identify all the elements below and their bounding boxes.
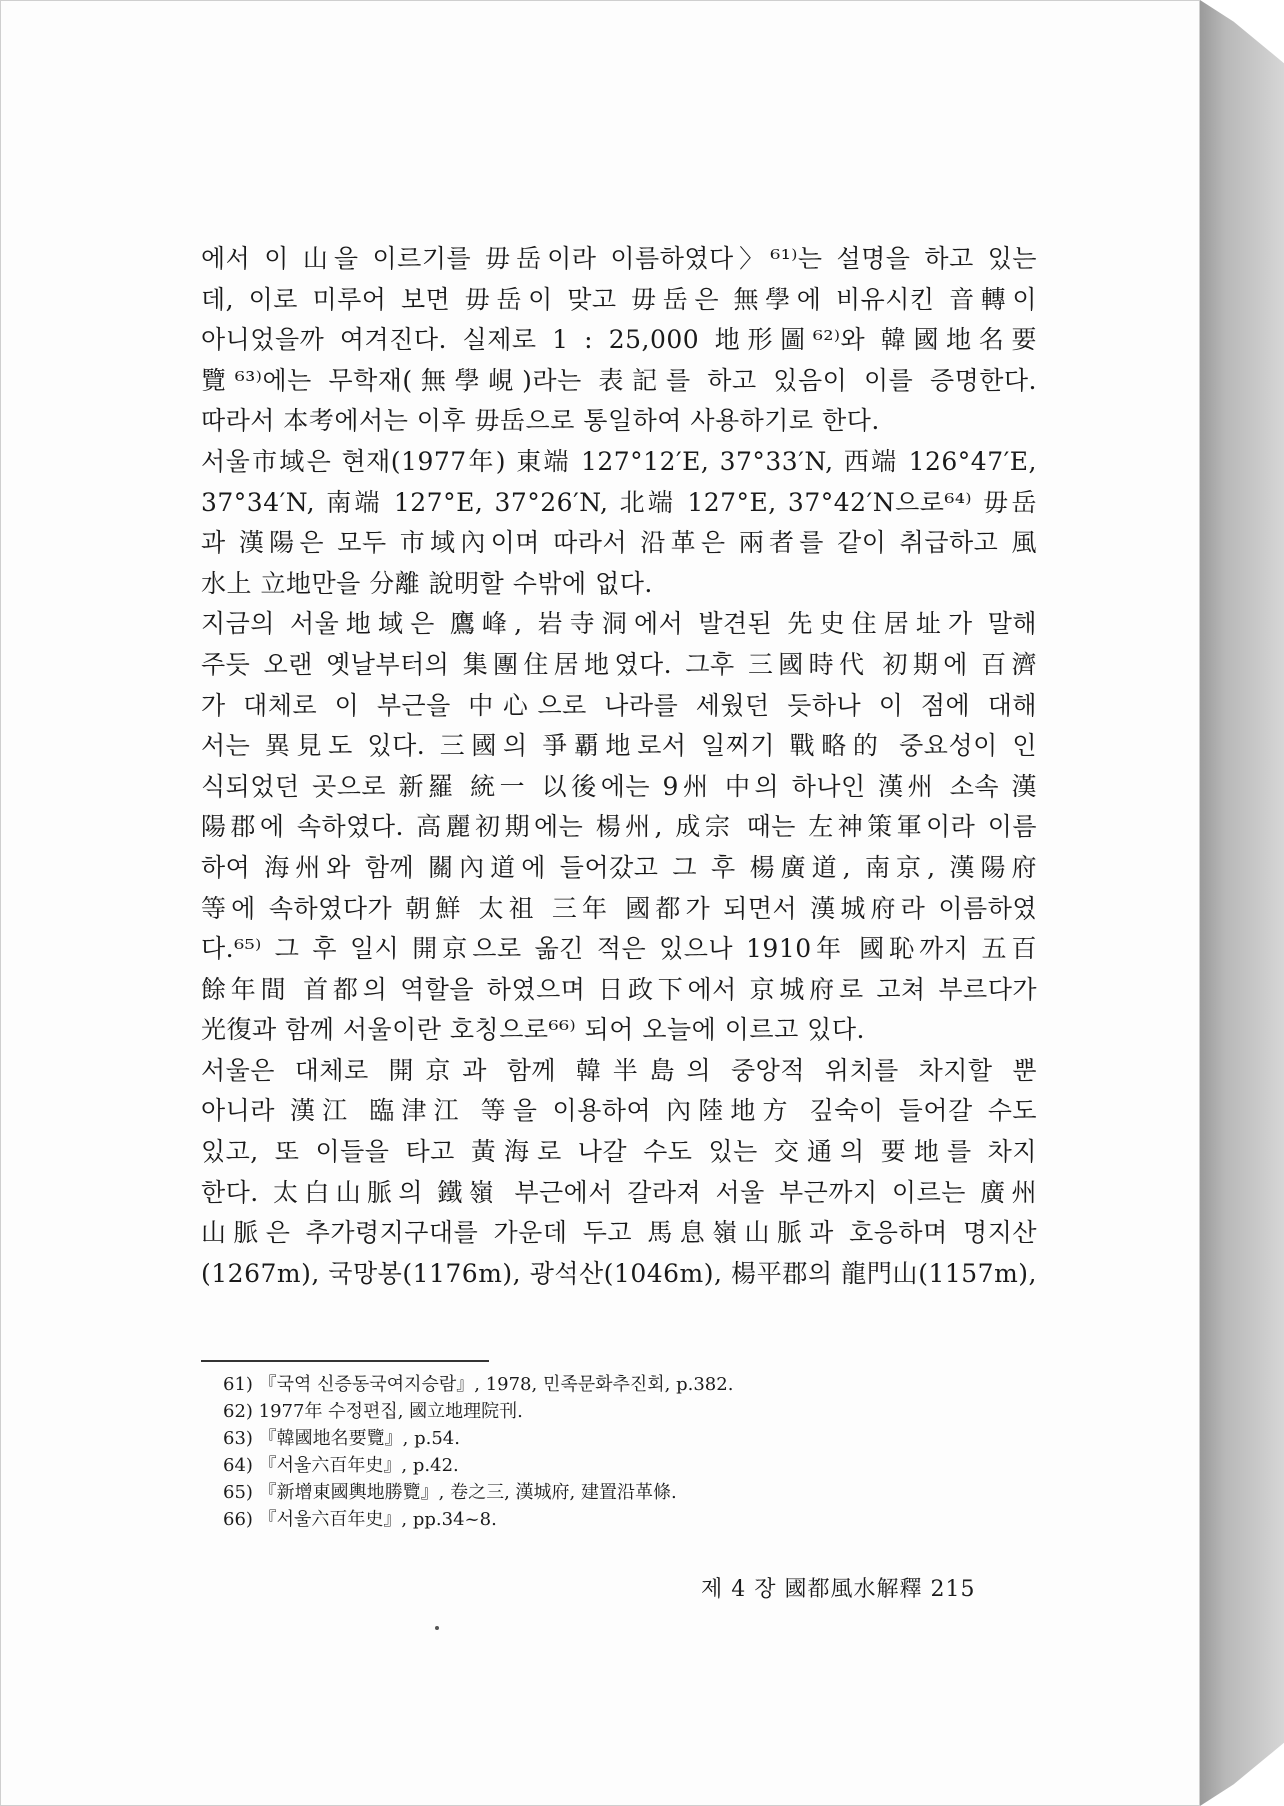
- body-line: 주듯 오랜 옛날부터의 集團住居地였다. 그후 三國時代 初期에 百濟: [201, 649, 1037, 679]
- body-line: 에서 이 山을 이르기를 毋岳이라 이름하였다〉⁶¹⁾는 설명을 하고 있는: [201, 244, 1037, 273]
- footnote-65: 65) 『新增東國輿地勝覽』, 卷之三, 漢城府, 建置沿革條.: [223, 1482, 677, 1503]
- footnote-63: 63) 『韓國地名要覽』, p.54.: [223, 1428, 460, 1449]
- body-line: 식되었던 곳으로 新羅 統一 以後에는 9州 中의 하나인 漢州 소속 漢: [201, 771, 1037, 801]
- body-line: 아니었을까 여겨진다. 실제로 1 : 25,000 地形圖⁶²⁾와 韓國地名要: [201, 325, 1037, 355]
- print-speck: [435, 1626, 439, 1630]
- footnote-62: 62) 1977年 수정편집, 國立地理院刊.: [223, 1401, 523, 1422]
- body-line: 지금의 서울地域은 鷹峰, 岩寺洞에서 발견된 先史住居址가 말해: [201, 609, 1037, 639]
- body-line: 과 漢陽은 모두 市域內이며 따라서 沿革은 兩者를 같이 취급하고 風: [201, 528, 1037, 558]
- body-line: 水上 立地만을 分離 說明할 수밖에 없다.: [201, 568, 653, 598]
- body-line: 가 대체로 이 부근을 中心으로 나라를 세웠던 듯하나 이 점에 대해: [201, 690, 1037, 720]
- body-line: 아니라 漢江 臨津江 等을 이용하여 內陸地方 깊숙이 들어갈 수도: [201, 1096, 1037, 1126]
- body-line: 山脈은 추가령지구대를 가운데 두고 馬息嶺山脈과 호응하며 명지산: [201, 1218, 1037, 1248]
- body-line: 하여 海州와 함께 關內道에 들어갔고 그 후 楊廣道, 南京, 漢陽府: [201, 852, 1037, 882]
- body-line: 等에 속하였다가 朝鮮 太祖 三年 國都가 되면서 漢城府라 이름하였: [201, 893, 1037, 923]
- footnote-66: 66) 『서울六百年史』, pp.34~8.: [223, 1509, 497, 1530]
- body-line: (1267m), 국망봉(1176m), 광석산(1046m), 楊平郡의 龍門山(1157m),: [201, 1258, 1037, 1288]
- body-line: 따라서 本考에서는 이후 毋岳으로 통일하여 사용하기로 한다.: [201, 406, 880, 436]
- running-footer: 제 4 장 國都風水解釋 215: [701, 1577, 976, 1602]
- body-line: 覽⁶³⁾에는 무학재(無學峴)라는 表記를 하고 있음이 이를 증명한다.: [201, 365, 1037, 395]
- footnote-61: 61) 『국역 신증동국여지승람』, 1978, 민족문화추진회, p.382.: [223, 1374, 734, 1395]
- footnote-64: 64) 『서울六百年史』, p.42.: [223, 1455, 459, 1476]
- body-line: 있고, 또 이들을 타고 黃海로 나갈 수도 있는 交通의 要地를 차지: [201, 1137, 1037, 1167]
- body-line: 데, 이로 미루어 보면 毋岳이 맞고 毋岳은 無學에 비유시킨 音轉이: [201, 284, 1037, 314]
- body-text: [201, 239, 1037, 1294]
- body-line: 餘年間 首都의 역할을 하였으며 日政下에서 京城府로 고쳐 부르다가: [201, 974, 1037, 1004]
- body-line: 陽郡에 속하였다. 高麗初期에는 楊州, 成宗 때는 左神策軍이라 이름: [201, 812, 1037, 842]
- footnote-rule: [201, 1360, 489, 1362]
- body-line: 서울市域은 현재(1977年) 東端 127°12′E, 37°33′N, 西端 126°47′E,: [201, 446, 1037, 476]
- body-line: 다.⁶⁵⁾ 그 후 일시 開京으로 옮긴 적은 있으나 1910年 國恥까지 五百: [201, 934, 1037, 964]
- body-line: 서는 異見도 있다. 三國의 爭覇地로서 일찌기 戰略的 중요성이 인: [201, 731, 1037, 761]
- body-line: 한다. 太白山脈의 鐵嶺 부근에서 갈라져 서울 부근까지 이르는 廣州: [201, 1177, 1037, 1207]
- page-edge-shadow: [1200, 0, 1284, 1806]
- footnotes: [223, 1371, 1023, 1533]
- body-line: 光復과 함께 서울이란 호칭으로⁶⁶⁾ 되어 오늘에 이르고 있다.: [201, 1015, 865, 1045]
- body-line: 37°34′N, 南端 127°E, 37°26′N, 北端 127°E, 37°42′N으로⁶⁴⁾ 毋岳: [201, 487, 1037, 517]
- body-line: 서울은 대체로 開京과 함께 韓半島의 중앙적 위치를 차지할 뿐: [201, 1055, 1037, 1085]
